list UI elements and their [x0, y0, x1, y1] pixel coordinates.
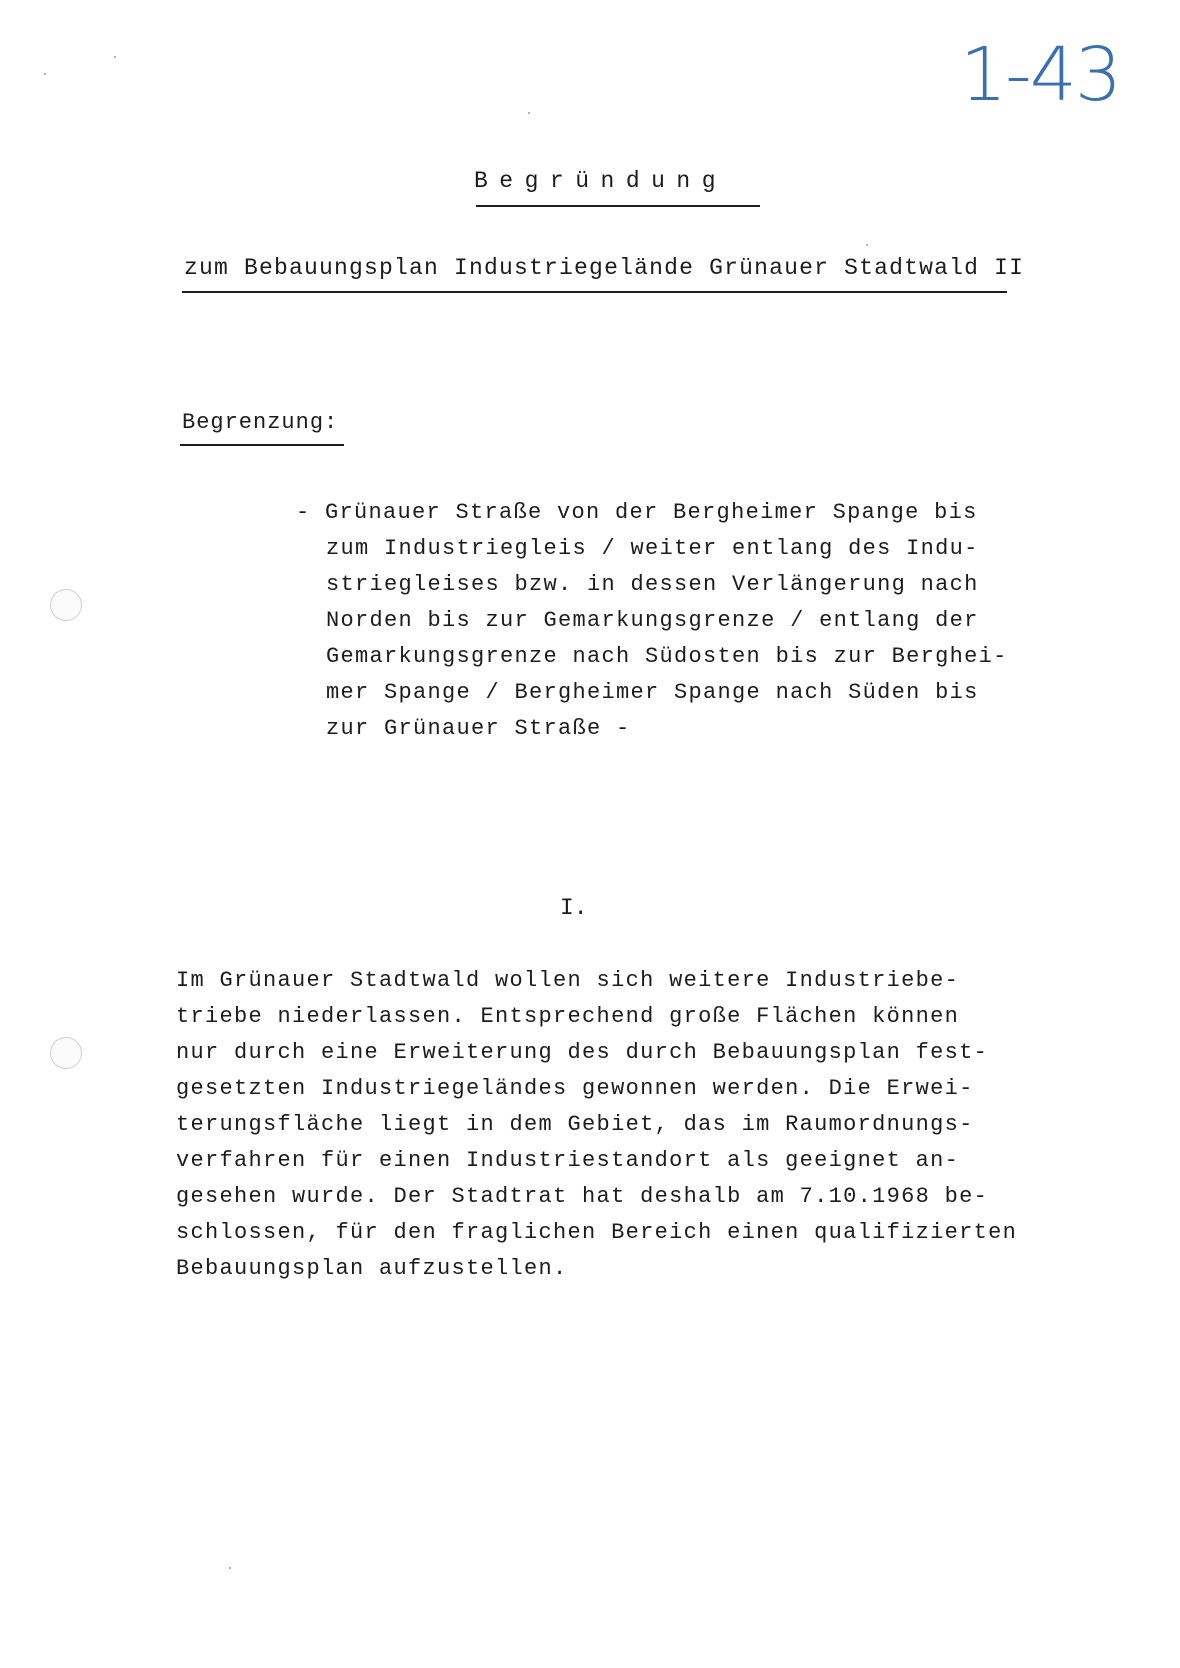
punch-hole-top — [50, 589, 82, 621]
boundary-line: zur Grünauer Straße - — [326, 716, 631, 741]
scan-speck — [114, 56, 116, 58]
body-line: gesehen wurde. Der Stadtrat hat deshalb am 7.10.1968 be- — [176, 1184, 989, 1209]
title-underline — [476, 205, 760, 207]
body-line: triebe niederlassen. Entsprechend große Flächen können — [176, 1004, 960, 1029]
body-line: schlossen, für den fraglichen Bereich einen qualifizierten — [176, 1220, 1018, 1245]
boundary-line: zum Industriegleis / weiter entlang des Indu- — [326, 536, 979, 561]
boundary-heading-underline — [180, 444, 344, 446]
document-title: Begründung — [474, 168, 728, 194]
boundary-line: striegleises bzw. in dessen Verlängerung nach — [326, 572, 979, 597]
boundary-description — [296, 495, 1008, 747]
scan-speck — [866, 244, 868, 246]
scan-speck — [229, 1567, 231, 1569]
scan-speck — [528, 112, 530, 114]
document-subtitle: zum Bebauungsplan Industriegelände Grünauer Stadtwald II — [184, 255, 1025, 281]
boundary-line: Norden bis zur Gemarkungsgrenze / entlang der — [326, 608, 979, 633]
boundary-line: Gemarkungsgrenze nach Südosten bis zur Berghei- — [326, 644, 1008, 669]
punch-hole-bottom — [50, 1037, 82, 1069]
body-line: Im Grünauer Stadtwald wollen sich weitere Industriebe- — [176, 968, 960, 993]
boundary-line: - Grünauer Straße von der Bergheimer Spange bis — [296, 500, 978, 525]
subtitle-underline — [182, 291, 1007, 293]
body-line: terungsfläche liegt in dem Gebiet, das im Raumordnungs- — [176, 1112, 974, 1137]
boundary-line: mer Spange / Bergheimer Spange nach Süden bis — [326, 680, 979, 705]
body-line: gesetzten Industriegeländes gewonnen werden. Die Erwei- — [176, 1076, 974, 1101]
section-numeral: I. — [560, 895, 588, 921]
body-line: Bebauungsplan aufzustellen. — [176, 1256, 568, 1281]
body-line: verfahren für einen Industriestandort als geeignet an- — [176, 1148, 960, 1173]
body-line: nur durch eine Erweiterung des durch Bebauungsplan fest- — [176, 1040, 989, 1065]
handwritten-page-number — [960, 30, 1135, 115]
scan-speck — [44, 73, 46, 75]
section-body — [176, 963, 1017, 1287]
boundary-heading: Begrenzung: — [182, 410, 339, 435]
page-number-text: 1-43 — [960, 32, 1120, 115]
